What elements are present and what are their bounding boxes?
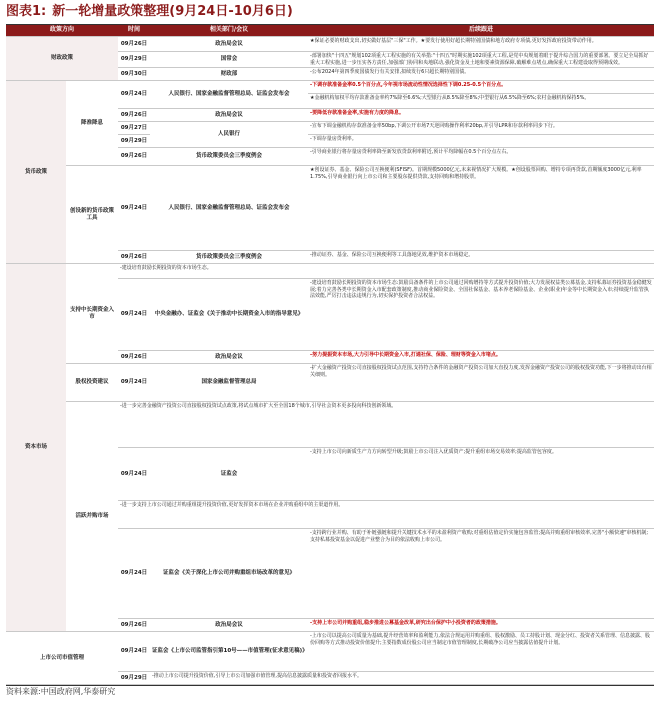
header-date: 时间 xyxy=(118,25,150,37)
row-content: -公布2024年第四季度国债发行有关安排,拟续发行6只超长期特别国债。 xyxy=(308,68,654,81)
subcategory-tools: 创设新的货币政策工具 xyxy=(66,166,118,264)
row-content: -引导商业银行将存量房贷利率降至新发放贷款利率附近,预计平均降幅在0.5个百分点左右。 xyxy=(308,148,654,166)
row-dept: 证监会《关于深化上市公司并购重组市场改革的意见》 xyxy=(150,529,308,619)
row-date: 09月26日 xyxy=(118,109,150,122)
row-dept: 证监会《上市公司监管指引第10号——市值管理(征求意见稿)》 xyxy=(150,632,308,672)
row-date: 09月24日 xyxy=(118,448,150,501)
row-date: 09月24日 xyxy=(118,364,150,402)
category-fiscal: 财政政策 xyxy=(6,37,118,81)
row-dept: 人民银行、国家金融监督管理总局、证监会发布会 xyxy=(150,166,308,251)
subcategory-equity: 股权投资建议 xyxy=(66,364,118,402)
row-content: -支持上市公司并购重组,稳步推进公募基金改革,研究出台保护中小投资者的政策措施。 xyxy=(308,619,654,632)
row-content: -进一步完善金融资产投资公司直接股权投资试点政策,将试点城市扩大至全国18个城市,引导社会资本更多投向科技创新领域。 xyxy=(118,402,654,448)
row-dept: 政治局会议 xyxy=(150,109,308,122)
row-date: 09月26日 xyxy=(118,619,150,632)
subcategory-longterm: 支持中长期资金入市 xyxy=(66,264,118,364)
row-date: 09月30日 xyxy=(118,68,150,81)
header-dept: 相关部门/会议 xyxy=(150,25,308,37)
category-capital: 资本市场 xyxy=(6,264,66,632)
row-dept: 国常会 xyxy=(150,52,308,68)
row-dept: 政治局会议 xyxy=(150,37,308,52)
row-content: -推动上市公司提升投资价值,引导上市公司加强市值管理,提高信息披露质量和投资者回报水平。 xyxy=(150,672,654,685)
row-dept: 证监会 xyxy=(150,448,308,501)
row-date: 09月24日 xyxy=(118,166,150,251)
row-content: -建设培育鼓励长期投资的资本市场生态:鼓励具备条件的上市公司通过回购增持等方式提升投资价值;大力发展权益类公募基金,支持私募证券投资基金稳健发展;着力完善各类中长期资金入市配套政策制度,推动商业保险资金、全国社保基金、基本养老保险基金、企业(职业)年金等中长期资金入市;持续提升监管执法效能,严厉打击违法违规行为,切实保护投资者合法权益。 xyxy=(308,279,654,351)
row-content: -支持跨行业并购、有助于补链强链和提升关键技术水平的未盈利资产收购;对重组估值定价实施包容监管;提高并购重组审核效率,完善"小额快速"审核机制;支持私募投资基金以促进产业整合为目的依法收购上市公司。 xyxy=(308,529,654,619)
row-dept: 财政部 xyxy=(150,68,308,81)
row-content: -建设培育鼓励长期投资的资本市场生态。 xyxy=(118,264,654,279)
row-date: 09月24日 xyxy=(118,81,150,109)
row-dept: 人民银行 xyxy=(150,122,308,148)
row-content: ★创设证券、基金、保险公司互换便利(SFISF)。首期规模5000亿元,未来视情况扩大规模。★创设股票回购、增持专项再贷款,首期额度3000亿元,利率1.75%,引导商业银行向上市公司和主要股东提供贷款,支持回购和增持股票。 xyxy=(308,166,654,251)
figure-title xyxy=(6,2,299,22)
row-content: -上市公司以提高公司质量为基础,提升经营效率和盈利能力,依法合规运用并购重组、股权激励、员工持股计划、现金分红、投资者关系管理、信息披露、股份回购等方式推动投资价值提升;主要指数成份股公司应当制定市值管理制度,长期破净公司应当披露估值提升计划。 xyxy=(308,632,654,672)
row-date: 09月29日 xyxy=(118,672,150,685)
row-date: 09月27日 xyxy=(118,122,150,135)
row-dept: 政治局会议 xyxy=(150,351,308,364)
category-monetary: 货币政策 xyxy=(6,81,66,264)
row-content: ★保证必要的财政支出,切实做好基层"三保"工作。★要发行使用好超长期特别国债和地方政府专项债,更好发挥政府投资带动作用。 xyxy=(308,37,654,52)
row-content: -支持上市公司向新质生产力方向转型升级;鼓励上市公司注入优质资产;提升重组市场交易效率;提高监管包容度。 xyxy=(308,448,654,501)
row-date: 09月24日 xyxy=(118,529,150,619)
row-content: -部署加快"十四五"规划102项重大工程实施的有关举措:"十四五"时期实施102项重大工程,是党中央规划着眼于提升综合国力的重要部署。要立足全局抓好重大工程实施,进一步压实各方责任,加强部门协同和央地联动,强化资金及土地和要素资源保障,破解难点堵点,确保重大工程建设取得预期成效。 xyxy=(308,52,654,68)
row-date: 09月29日 xyxy=(118,135,150,148)
row-date: 09月29日 xyxy=(118,52,150,68)
figure-label: 图表1: xyxy=(6,4,47,19)
row-content: -要降低存款准备金率,实施有力度的降息。 xyxy=(308,109,654,122)
source-note: 资料来源:中国政府网,华泰研究 xyxy=(6,687,116,696)
subcategory-rrr: 降准降息 xyxy=(66,81,118,166)
header-followup: 后续跟进 xyxy=(308,25,654,37)
figure-title-text: 新一轮增量政策整理(9月24日-10月6日) xyxy=(52,4,293,19)
row-dept: 货币政策委员会三季度例会 xyxy=(150,251,308,264)
subcategory-listed: 上市公司市值管理 xyxy=(6,632,118,685)
policy-table xyxy=(6,24,654,686)
row-content: -扩大金融资产投资公司直接股权投资试点范围,支持符合条件的金融资产投资公司加大直投力度,发挥金融资产投资公司的股权投资功能,下一步将推动出台相关细则。 xyxy=(308,364,654,402)
row-content: -进一步支持上市公司通过并购重组提升投资价值,更好发挥资本市场在企业并购重组中的主渠道作用。 xyxy=(118,501,654,529)
row-dept: 国家金融监督管理总局 xyxy=(150,364,308,402)
row-content: -努力提振资本市场,大力引导中长期资金入市,打通社保、保险、理财等资金入市堵点。 xyxy=(308,351,654,364)
row-date: 09月26日 xyxy=(118,351,150,364)
row-dept: 人民银行、国家金融监督管理总局、证监会发布会 xyxy=(150,81,308,109)
row-content: -宣布下调金融机构存款准备金率50bp,下调公开市场7天逆回购操作利率20bp,并引导LPR和存款利率同步下行。 xyxy=(308,122,654,135)
row-content: -下调存款准备金率0.5个百分点,今年视市场流动性情况选择性下调0.25-0.5个百分点。 xyxy=(308,81,654,94)
row-content: -下调存量房贷利率。 xyxy=(308,135,654,148)
subcategory-merger: 活跃并购市场 xyxy=(66,402,118,632)
row-dept: 中央金融办、证监会《关于推动中长期资金入市的指导意见》 xyxy=(150,279,308,351)
row-date: 09月26日 xyxy=(118,251,150,264)
header-policy-direction: 政策方向 xyxy=(6,25,118,37)
row-date: 09月24日 xyxy=(118,632,150,672)
row-content: ★金融机构加权平均存款准备金率约7%降至6.6%;大型银行从8.5%降至8%;中型银行从6.5%降至6%;农村金融机构保持5%。 xyxy=(308,94,654,109)
row-content: -推动证券、基金、保险公司互换便利等工具落地见效,维护资本市场稳定。 xyxy=(308,251,654,264)
row-date: 09月26日 xyxy=(118,148,150,166)
row-dept: 货币政策委员会三季度例会 xyxy=(150,148,308,166)
row-date: 09月24日 xyxy=(118,279,150,351)
row-date: 09月26日 xyxy=(118,37,150,52)
row-dept: 政治局会议 xyxy=(150,619,308,632)
